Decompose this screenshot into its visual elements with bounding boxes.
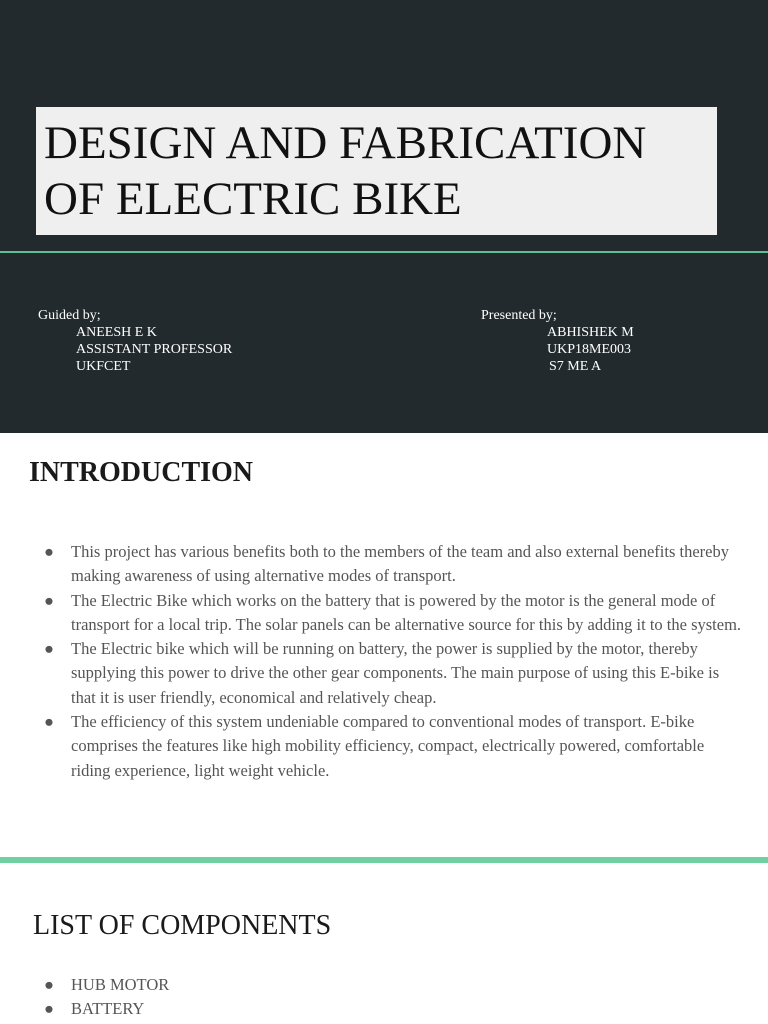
guided-by-block (38, 307, 232, 375)
components-heading: LIST OF COMPONENTS (33, 910, 332, 941)
presenter-class: S7 ME A (549, 359, 602, 374)
bullet-text: The efficiency of this system undeniable compared to conventional modes of transport. E-bike comprises the features like high mobility efficiency, compact, electrically powered, comfortable riding experience, light weight vehicle. (71, 712, 705, 780)
bullet-text: The Electric bike which will be running on battery, the power is supplied by the motor, thereby supplying this power to drive the other gear components. The main purpose of using this E-bike is that it is user friendly, economical and relatively cheap. (71, 639, 720, 707)
list-item (44, 973, 169, 997)
bullet-icon: ● (44, 639, 54, 659)
presenter-name: ABHISHEK M (547, 325, 634, 340)
bullet-icon: ● (44, 712, 54, 732)
presented-by-block (481, 307, 634, 375)
bullet-text: The Electric Bike which works on the battery that is powered by the motor is the general mode of transport for a local trip. The solar panels can be alternative source for this by adding it to the system. (71, 590, 742, 634)
list-item (44, 589, 744, 638)
introduction-bullet-list (44, 540, 744, 783)
introduction-heading: INTRODUCTION (29, 457, 254, 488)
component-name: BATTERY (71, 999, 145, 1018)
title-box (36, 107, 717, 235)
presented-by-label: Presented by; (481, 308, 557, 323)
component-name: HUB MOTOR (71, 975, 170, 994)
title-slide (0, 0, 768, 433)
list-item (44, 540, 744, 589)
bullet-icon: ● (44, 999, 54, 1018)
bullet-icon: ● (44, 590, 54, 610)
guide-designation: ASSISTANT PROFESSOR (76, 342, 233, 357)
title-line-1: DESIGN AND FABRICATION (44, 117, 647, 169)
guide-institution: UKFCET (76, 359, 131, 374)
bullet-text: This project has various benefits both to the members of the team and also external benefits thereby making awareness of using alternative modes of transport. (71, 542, 729, 586)
section-divider (0, 857, 768, 863)
guide-name: ANEESH E K (76, 325, 157, 340)
components-list (44, 973, 169, 1021)
presenter-register-number: UKP18ME003 (547, 342, 632, 357)
list-item (44, 997, 169, 1021)
title-line-2: OF ELECTRIC BIKE (44, 173, 462, 225)
list-item (44, 710, 744, 783)
list-item (44, 637, 744, 710)
bullet-icon: ● (44, 542, 54, 561)
title-divider (0, 251, 768, 253)
bullet-icon: ● (44, 975, 54, 994)
guided-by-label: Guided by; (38, 308, 101, 323)
